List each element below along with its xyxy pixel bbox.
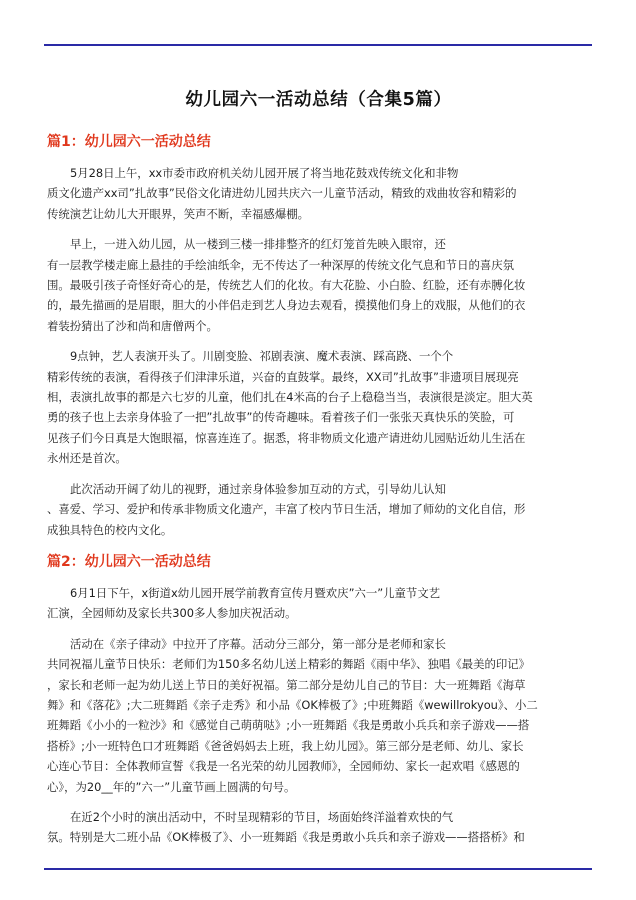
text-line: 着装扮猜出了沙和尚和唐僧两个。 bbox=[47, 318, 218, 333]
text-line: 6月1日下午，x街道x幼儿园开展学前教育宣传月暨欢庆”六一”儿童节文艺 bbox=[70, 585, 441, 600]
text-line: 舞》和《落花》;大二班舞蹈《亲子走秀》和小品《OK棒极了》;中班舞蹈《wewillrokyou》、小二 bbox=[47, 697, 538, 712]
text-line: 精彩传统的表演，看得孩子们津津乐道，兴奋的直鼓掌。最终，XX司”扎故事”非遗项目展现亮 bbox=[47, 369, 519, 384]
paragraph bbox=[47, 346, 590, 468]
section-heading-2: 篇2：幼儿园六一活动总结 bbox=[47, 553, 211, 570]
text-line: 活动在《亲子律动》中拉开了序幕。活动分三部分，第一部分是老师和家长 bbox=[70, 636, 446, 651]
document-body bbox=[47, 86, 590, 848]
text-line: 此次活动开阔了幼儿的视野，通过亲身体验参加互动的方式，引导幼儿认知 bbox=[70, 481, 446, 496]
text-line: 有一层教学楼走廊上悬挂的手绘油纸伞，无不传达了一种深厚的传统文化气息和节日的喜庆氛 bbox=[47, 257, 515, 272]
paragraph bbox=[47, 807, 590, 848]
text-line: 传统演艺让幼儿大开眼界，笑声不断，幸福感爆棚。 bbox=[47, 206, 309, 221]
bottom-rule bbox=[44, 868, 592, 870]
text-line: 成独具特色的校内文化。 bbox=[47, 522, 173, 537]
text-line: 共同祝福儿童节日快乐：老师们为150多名幼儿送上精彩的舞蹈《雨中华》、独唱《最美的印记》 bbox=[47, 657, 531, 672]
text-line: 氛。特别是大二班小品《OK棒极了》、小一班舞蹈《我是勇敢小兵兵和亲子游戏——搭搭桥》和 bbox=[47, 830, 525, 845]
text-line: 5月28日上午，xx市委市政府机关幼儿园开展了将当地花鼓戏传统文化和非物 bbox=[70, 166, 459, 180]
paragraph bbox=[47, 234, 590, 336]
text-line: 质文化遗产xx司”扎故事”民俗文化请进幼儿园共庆六一儿童节活动，精致的戏曲妆容和精彩的 bbox=[47, 186, 517, 201]
paragraph bbox=[47, 479, 590, 540]
text-line: 心连心节目：全体教师宣誓《我是一名光荣的幼儿园教师》，全园师幼、家长一起欢唱《感恩的 bbox=[47, 759, 520, 774]
text-line: 早上，一进入幼儿园，从一楼到三楼一排排整齐的红灯笼首先映入眼帘，还 bbox=[70, 237, 446, 252]
top-rule bbox=[44, 44, 592, 46]
text-line: 心》，为20__年的”六一”儿童节画上圆满的句号。 bbox=[47, 779, 296, 794]
text-line: 围。最吸引孩子奇怪好奇心的是，传统艺人们的化妆。有大花脸、小白脸、红脸，还有赤膊化妆 bbox=[47, 278, 526, 293]
text-line: 9点钟，艺人表演开头了。川剧变脸、祁剧表演、魔术表演、踩高跷、一个个 bbox=[70, 349, 454, 364]
text-line: 见孩子们今日真是大饱眼福，惊喜连连了。据悉，将非物质文化遗产请进幼儿园贴近幼儿生活在 bbox=[47, 430, 526, 445]
text-line: 搭桥》;小一班特色口才班舞蹈《爸爸妈妈去上班，我上幼儿园》。第三部分是老师、幼儿、家长 bbox=[47, 738, 524, 753]
text-line: ，家长和老师一起为幼儿送上节日的美好祝福。第二部分是幼儿自己的节目：大一班舞蹈《海草 bbox=[47, 677, 526, 692]
text-line: 勇的孩子也上去亲身体验了一把”扎故事”的传奇趣味。看着孩子们一张张天真快乐的笑脸，可 bbox=[47, 410, 515, 425]
paragraph bbox=[47, 634, 590, 797]
text-line: 相，表演扎故事的都是六七岁的儿童，他们扎在4米高的台子上稳稳当当，表演很是淡定。胆大英 bbox=[47, 390, 533, 405]
text-line: 、喜爱、学习、爱护和传承非物质文化遗产，丰富了校内节日生活，增加了师幼的文化自信，形 bbox=[47, 502, 526, 517]
text-line: 的，最先描画的是眉眼，胆大的小伴侣走到艺人身边去观看，摸摸他们身上的戏服，从他们的衣 bbox=[47, 298, 526, 313]
paragraph bbox=[47, 583, 590, 624]
text-line: 在近2个小时的演出活动中，不时呈现精彩的节目，场面始终洋溢着欢快的气 bbox=[70, 809, 454, 824]
text-line: 汇演，全园师幼及家长共300多人参加庆祝活动。 bbox=[47, 606, 297, 621]
paragraph bbox=[47, 163, 590, 224]
section-heading-1: 篇1：幼儿园六一活动总结 bbox=[47, 134, 211, 150]
document-title: 幼儿园六一活动总结（合集5篇） bbox=[185, 90, 452, 110]
text-line: 班舞蹈《小小的一粒沙》和《感觉自己萌萌哒》;小一班舞蹈《我是勇敢小兵兵和亲子游戏——搭 bbox=[47, 718, 530, 733]
text-line: 永州还是首次。 bbox=[47, 451, 127, 466]
